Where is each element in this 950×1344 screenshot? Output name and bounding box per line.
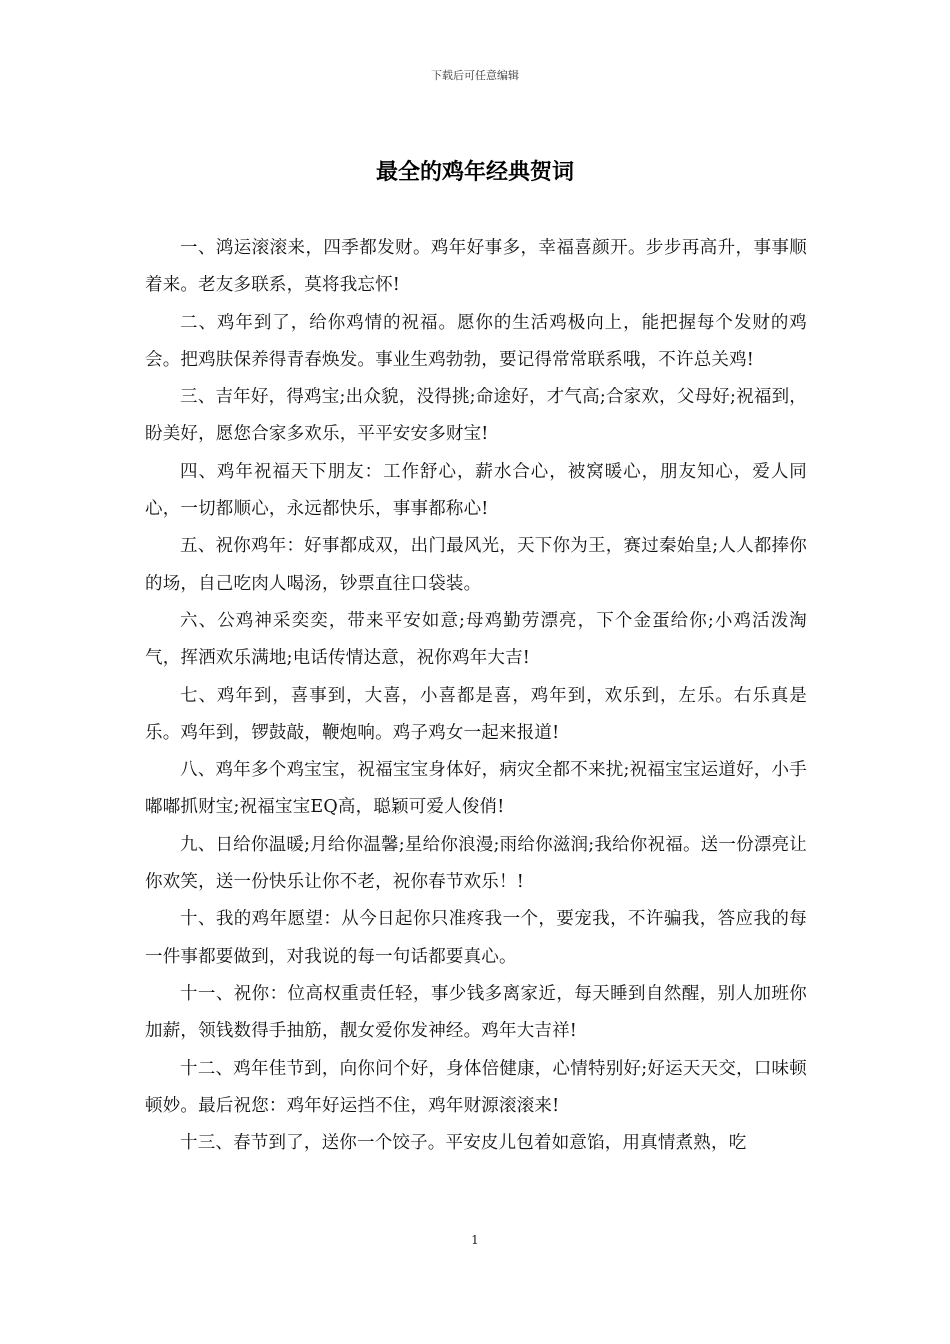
paragraph-12: 十二、鸡年佳节到，向你问个好，身体倍健康，心情特别好;好运天天交，口味顿顿妙。最后祝您：鸡年好运挡不住，鸡年财源滚滚来! [145, 1058, 807, 1116]
paragraph-8: 八、鸡年多个鸡宝宝，祝福宝宝身体好，病灾全都不来扰;祝福宝宝运道好，小手嘟嘟抓财宝;祝福宝宝EQ高，聪颖可爱人俊俏! [145, 760, 807, 818]
paragraph-1: 一、鸿运滚滚来，四季都发财。鸡年好事多，幸福喜颜开。步步再高升，事事顺着来。老友多联系，莫将我忘怀! [145, 238, 807, 296]
paragraph-9: 九、日给你温暖;月给你温馨;星给你浪漫;雨给你滋润;我给你祝福。送一份漂亮让你欢笑，送一份快乐让你不老，祝你春节欢乐！! [145, 834, 807, 893]
document-title: 最全的鸡年经典贺词 [375, 160, 574, 185]
paragraph-13: 十三、春节到了，送你一个饺子。平安皮儿包着如意馅，用真情煮熟，吃 [180, 1133, 747, 1154]
paragraph-2: 二、鸡年到了，给你鸡情的祝福。愿你的生活鸡极向上，能把握每个发财的鸡会。把鸡肤保养得青春焕发。事业生鸡勃勃，要记得常常联系哦，不许总关鸡! [145, 312, 807, 370]
document-body [145, 230, 807, 1162]
paragraph-6: 六、公鸡神采奕奕，带来平安如意;母鸡勤劳漂亮，下个金蛋给你;小鸡活泼淘气，挥洒欢乐满地;电话传情达意，祝你鸡年大吉! [145, 610, 807, 669]
page-header-note: 下载后可任意编辑 [431, 69, 519, 82]
paragraph-7: 七、鸡年到，喜事到，大喜，小喜都是喜，鸡年到，欢乐到，左乐。右乐真是乐。鸡年到，锣鼓敲，鞭炮响。鸡子鸡女一起来报道! [145, 685, 807, 743]
page-number: 1 [471, 1233, 479, 1247]
paragraph-10: 十、我的鸡年愿望：从今日起你只准疼我一个，要宠我，不许骗我，答应我的每一件事都要做到，对我说的每一句话都要真心。 [145, 909, 807, 967]
paragraph-4: 四、鸡年祝福天下朋友：工作舒心，薪水合心，被窝暖心，朋友知心，爱人同心，一切都顺心，永远都快乐，事事都称心! [145, 461, 807, 520]
paragraph-11: 十一、祝你：位高权重责任轻，事少钱多离家近，每天睡到自然醒，别人加班你加薪，领钱数得手抽筋，靓女爱你发神经。鸡年大吉祥! [145, 983, 807, 1042]
paragraph-3: 三、吉年好，得鸡宝;出众貌，没得挑;命途好，才气高;合家欢，父母好;祝福到，盼美好，愿您合家多欢乐，平平安安多财宝! [145, 387, 807, 445]
paragraph-5: 五、祝你鸡年：好事都成双，出门最风光，天下你为王，赛过秦始皇;人人都捧你的场，自己吃肉人喝汤，钞票直往口袋装。 [145, 536, 807, 594]
